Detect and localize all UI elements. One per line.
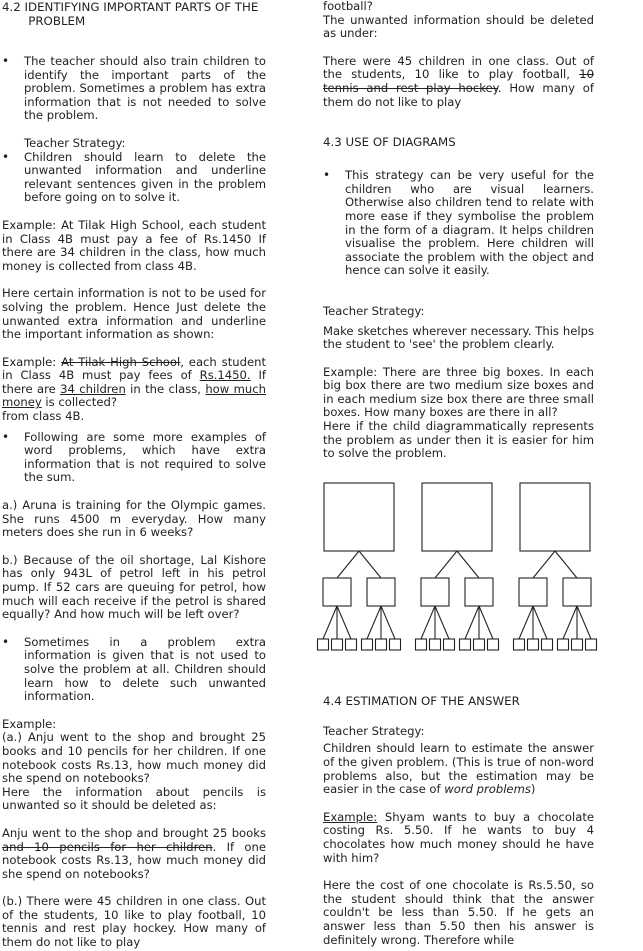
example-label: Example: xyxy=(2,716,57,731)
boxes-example: Example: There are three big boxes. In each big box there are two medium size boxes and in each medium size box there are three small boxes. How many boxes are there in all? xyxy=(323,364,594,420)
connector-line xyxy=(323,606,337,639)
ex2-mid3: in the class, xyxy=(125,381,206,396)
small-box xyxy=(362,639,373,650)
ex2-underline-children: 34 children xyxy=(60,381,126,396)
medium-box xyxy=(367,578,395,606)
ex2-mid2: If there are xyxy=(2,368,266,396)
big-box xyxy=(324,483,394,551)
connector-line xyxy=(435,551,457,578)
big-box xyxy=(520,483,590,551)
cont-football: football? xyxy=(323,0,373,13)
ex2-end: is collected? xyxy=(41,395,117,410)
ex2-underline-fee: Rs.1450. xyxy=(199,368,251,383)
section-heading-4-4: 4.4 ESTIMATION OF THE ANSWER xyxy=(323,693,520,708)
small-box xyxy=(558,639,569,650)
small-box xyxy=(346,639,357,650)
connector-line xyxy=(421,606,435,639)
shyam-example xyxy=(323,811,594,865)
fb-strike: 10 tennis and rest play hockey xyxy=(323,67,594,95)
cont-unwanted: The unwanted information should be deleted as under: xyxy=(323,12,594,41)
small-box xyxy=(390,639,401,650)
connector-line xyxy=(479,606,493,639)
item-a-aruna: a.) Aruna is training for the Olympic games. She runs 4500 m everyday. How many meters does she run in 6 weeks? xyxy=(2,498,266,540)
small-box xyxy=(572,639,583,650)
small-box xyxy=(528,639,539,650)
small-box xyxy=(416,639,427,650)
box-tree-diagram xyxy=(316,480,616,655)
sketch-text: Make sketches wherever necessary. This helps the student to 'see' the problem clearly. xyxy=(323,323,594,352)
teacher-strategy-label-3: Teacher Strategy: xyxy=(323,723,425,738)
bullet-extra-info: • Sometimes in a problem extra information is given that is not used to solve the problem at all. Children should learn how to delete such unwanted information. xyxy=(2,636,266,704)
example-tilak-marked xyxy=(2,356,266,410)
connector-line xyxy=(519,606,533,639)
anju2-strike: and 10 pencils for her children xyxy=(2,839,213,854)
est-end: ) xyxy=(530,782,536,797)
connector-line xyxy=(533,606,547,639)
anju2-start: Anju went to the shop and brought 25 books xyxy=(2,825,266,840)
boxes-note: Here if the child diagrammatically represents the problem as under then it is easier for him to solve the problem. xyxy=(323,419,594,461)
small-box xyxy=(586,639,597,650)
cost-para: Here the cost of one chocolate is Rs.5.50, so the student should think that the answer couldn't be less than 5.50. If he gets an answer less than 5.50 then his answer is definitely wrong. Therefore while xyxy=(323,878,594,947)
teacher-strategy-label-2: Teacher Strategy: xyxy=(323,303,425,318)
medium-box xyxy=(421,578,449,606)
estimate-text xyxy=(323,742,594,796)
small-box xyxy=(474,639,485,650)
est-start: Children should learn to estimate the answer of the given problem. (This is true of non-word problems also, but the estimation may be easier in the case of xyxy=(323,741,594,797)
small-box xyxy=(444,639,455,650)
medium-box xyxy=(323,578,351,606)
connector-line xyxy=(367,606,381,639)
medium-box xyxy=(465,578,493,606)
small-box xyxy=(460,639,471,650)
connector-line xyxy=(533,551,555,578)
fb-end: . How many of them do not like to play xyxy=(323,80,594,109)
ex2-mid1: , each student in Class 4B must pay fees of xyxy=(2,354,266,383)
connector-line xyxy=(337,606,351,639)
small-box xyxy=(542,639,553,650)
item-b-football: (b.) There were 45 children in one class. Out of the students, 10 like to play football, 10 tennis and rest play hockey. How many of them do not like to play xyxy=(2,894,266,950)
small-box xyxy=(332,639,343,650)
connector-line xyxy=(457,551,479,578)
small-box xyxy=(488,639,499,650)
section-heading-4-3: 4.3 USE OF DIAGRAMS xyxy=(323,135,456,150)
anju-info: Here the information about pencils is unwanted so it should be deleted as: xyxy=(2,784,266,813)
connector-line xyxy=(359,551,381,578)
anju2-end: . If one notebook costs Rs.13, how much money did she spend on notebooks? xyxy=(2,839,266,881)
item-anju: (a.) Anju went to the shop and brought 25 books and 10 pencils for her children. If one notebook costs Rs.13, how much money did she spend on notebooks? xyxy=(2,730,266,786)
small-box xyxy=(430,639,441,650)
teacher-strategy-label: Teacher Strategy: xyxy=(24,135,126,150)
big-box xyxy=(422,483,492,551)
connector-line xyxy=(337,551,359,578)
para-certain-info: Here certain information is not to be used for solving the problem. Hence Just delete the unwanted extra information and underline the important information as shown: xyxy=(2,286,266,342)
connector-line xyxy=(555,551,577,578)
shyam-label: Example: xyxy=(323,809,378,824)
est-italic: word problems xyxy=(444,782,531,797)
connector-line xyxy=(435,606,449,639)
bullet-diagrams: • This strategy can be very useful for the children who are visual learners. Otherwise also children tend to relate with more ease if they symbolise the problem in the form of a diagram. It helps children visualise the problem. Here children will associate the problem with the object and hence can solve it easily. xyxy=(323,169,594,278)
bullet-train-children: • The teacher should also train children to identify the important parts of the problem. Sometimes a problem has extra information that is not needed to solve the problem. xyxy=(2,55,266,123)
fb-start: There were 45 children in one class. Out of the students, 10 like to play football, xyxy=(323,53,594,82)
small-box xyxy=(514,639,525,650)
anju-marked xyxy=(2,827,266,881)
ex2-underline-money: how much money xyxy=(2,381,266,410)
football-marked xyxy=(323,55,594,109)
bullet-more-examples: • Following are some more examples of word problems, which have extra information that is not required to solve the sum. xyxy=(2,431,266,485)
example-tilak: Example: At Tilak High School, each student in Class 4B must pay a fee of Rs.1450 If there are 34 children in the class, how much money is collected from class 4B. xyxy=(2,217,266,273)
connector-line xyxy=(563,606,577,639)
section-heading-4-2: 4.2 IDENTIFYING IMPORTANT PARTS OF THE PROBLEM xyxy=(2,0,259,28)
connector-line xyxy=(465,606,479,639)
connector-line xyxy=(577,606,591,639)
small-box xyxy=(376,639,387,650)
ex2-strike: At Tilak High School xyxy=(61,354,181,369)
ex2-prefix: Example: xyxy=(2,354,62,369)
medium-box xyxy=(519,578,547,606)
ex2-from-class: from class 4B. xyxy=(2,409,85,424)
left-column xyxy=(2,0,266,950)
item-b-lal-kishore: b.) Because of the oil shortage, Lal Kishore has only 943L of petrol left in his petrol pump. If 52 cars are queuing for petrol, how much will each receive if the petrol is shared equally? And how much will be left over? xyxy=(2,552,266,622)
small-box xyxy=(318,639,329,650)
right-column xyxy=(323,0,594,947)
shyam-text: Shyam wants to buy a chocolate costing Rs. 5.50. If he wants to buy 4 chocolates how much money should he have with him? xyxy=(323,809,594,865)
connector-line xyxy=(381,606,395,639)
medium-box xyxy=(563,578,591,606)
strategy-text: • Children should learn to delete the unwanted information and underline relevant sentences given in the problem before going on to solve it. xyxy=(2,151,266,205)
